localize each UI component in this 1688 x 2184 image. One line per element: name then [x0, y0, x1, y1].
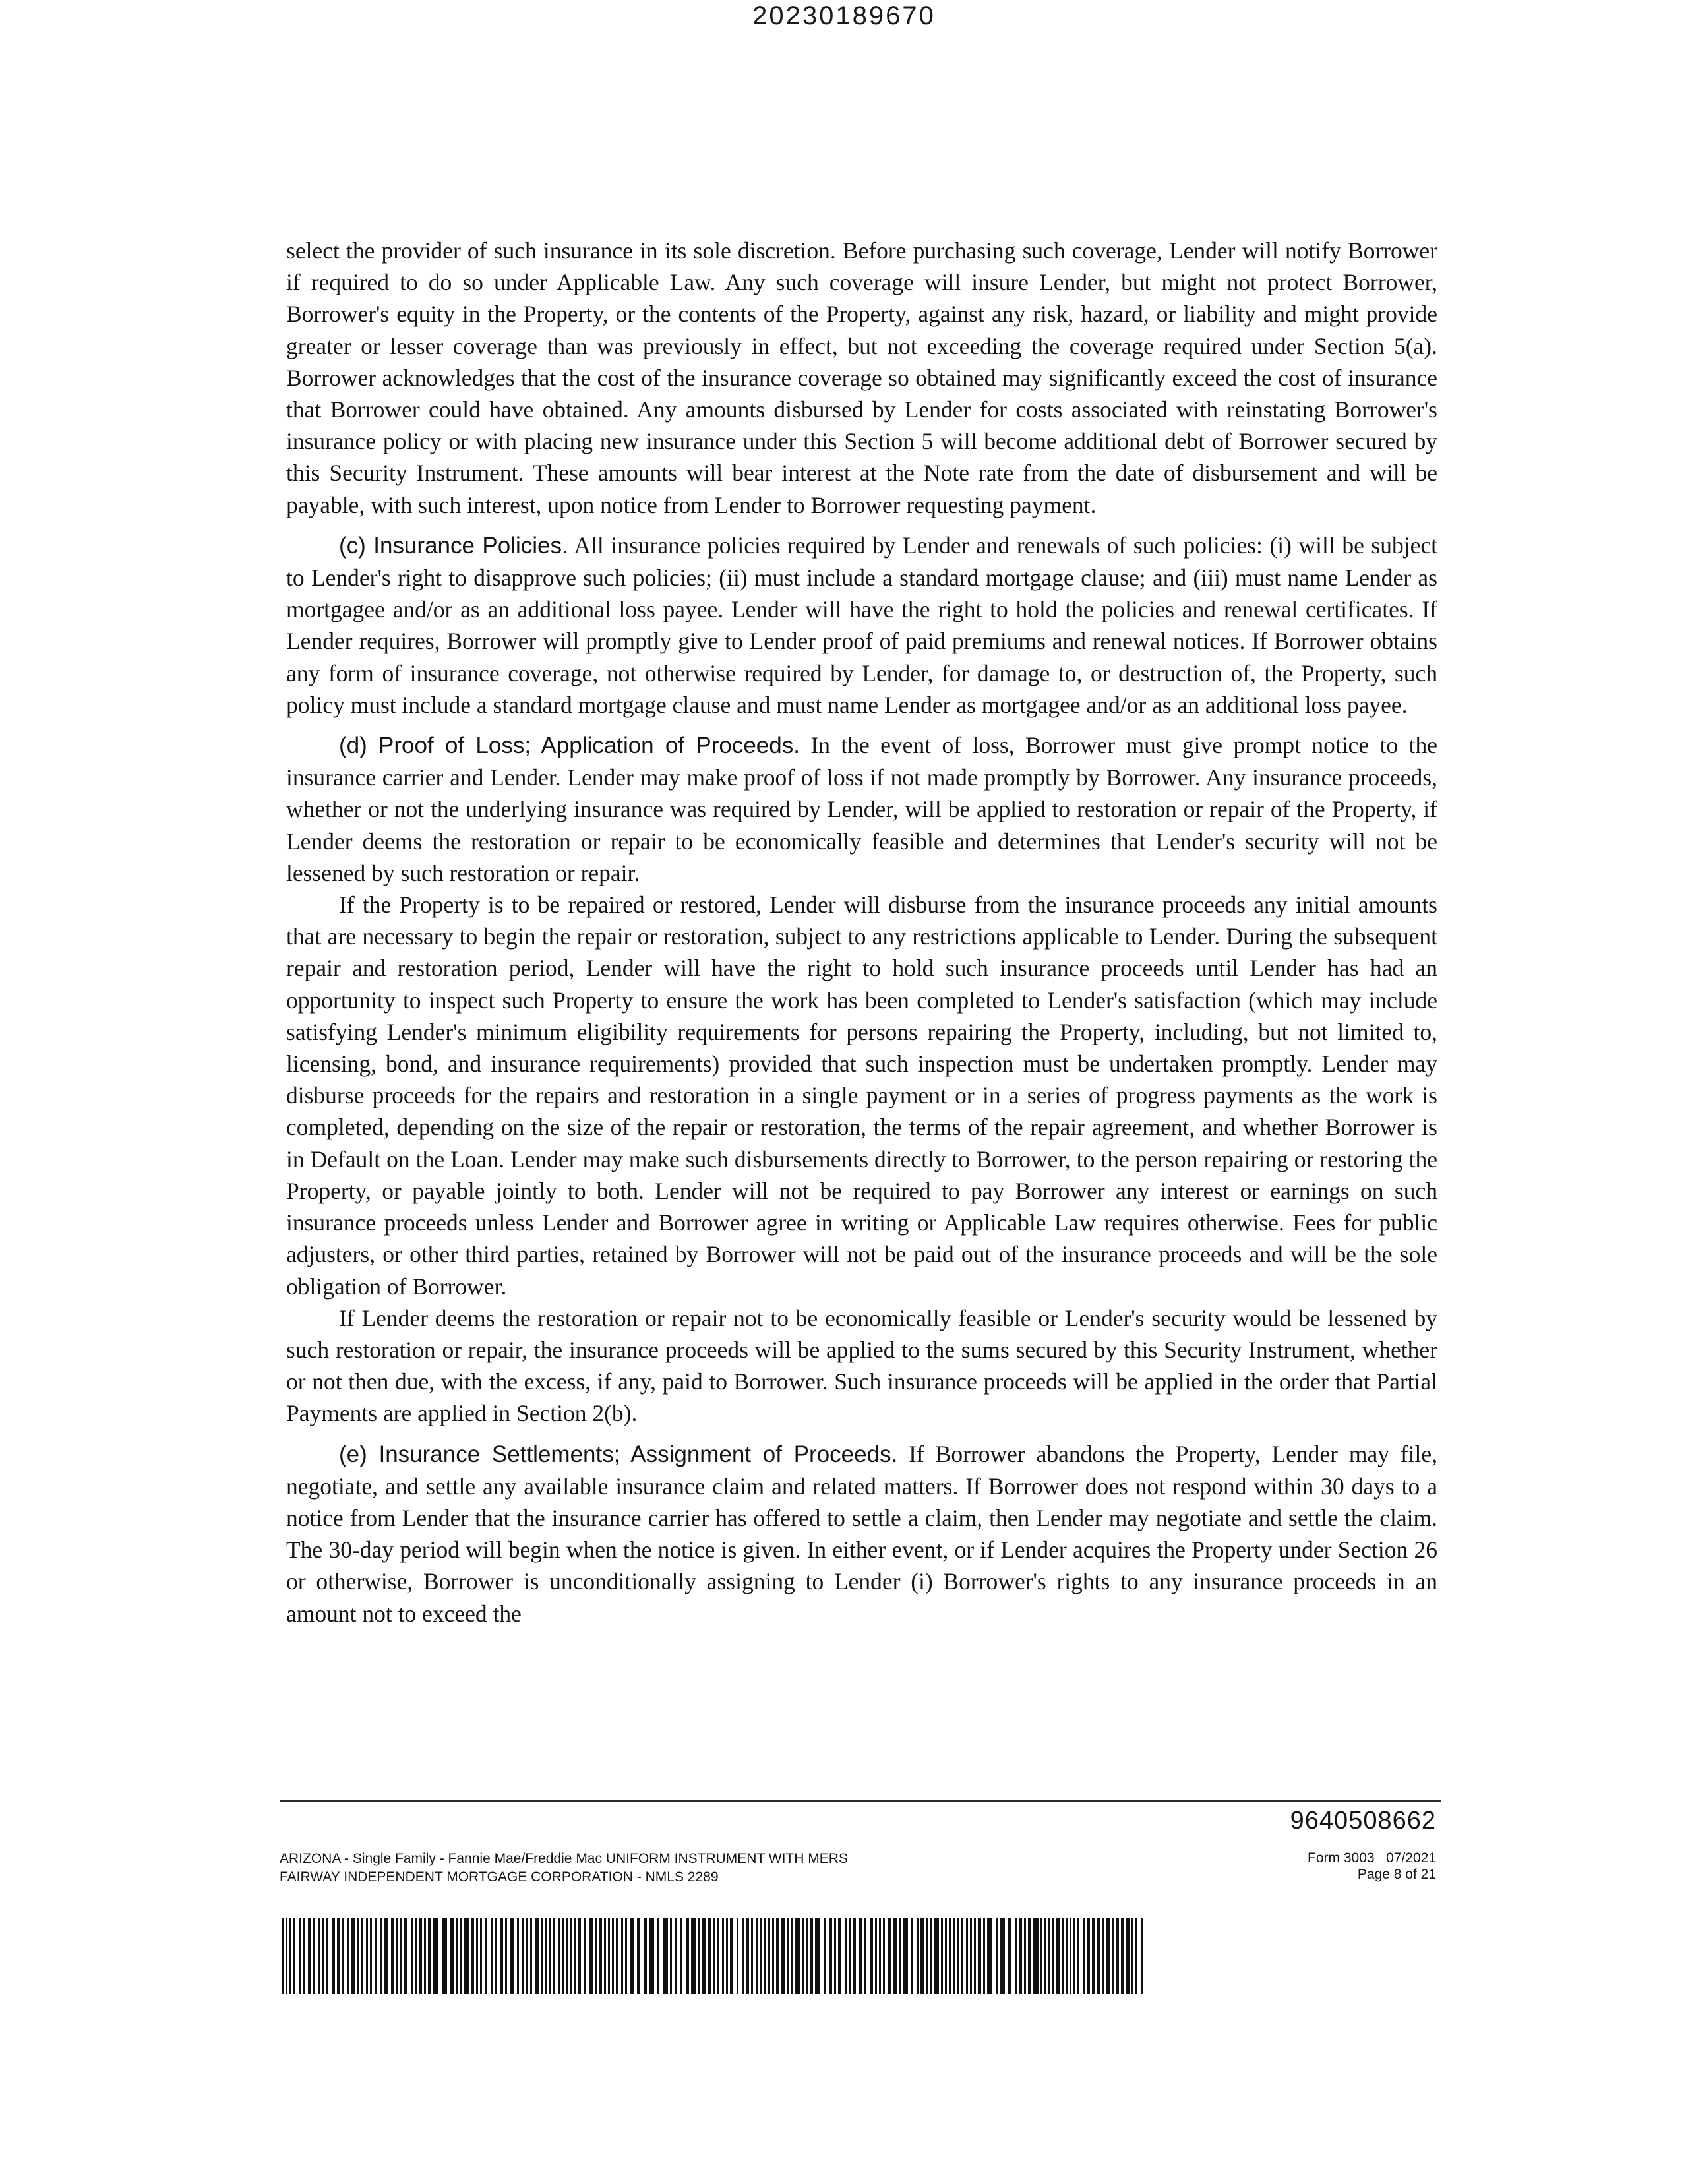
- paragraph-text: All insurance policies required by Lender and renewals of such policies: (i) will be subject to Lender's right to disapprove such policies; (ii) must include a standard mortgage clause; and (iii) must name Lender as mortgagee and/or as an additional loss payee. Lender will have the right to hold the policies and renewal certificates. If Lender requires, Borrower will promptly give to Lender proof of paid premiums and renewal notices. If Borrower obtains any form of insurance coverage, not otherwise required by Lender, for damage to, or destruction of, the Property, such policy must include a standard mortgage clause and must name Lender as mortgagee and/or as an additional loss payee.: [286, 531, 1437, 718]
- barcode-bar: [815, 1918, 820, 1994]
- paragraph-proof-of-loss: [286, 729, 1437, 889]
- paragraph-text: In the event of loss, Borrower must give prompt notice to the insurance carrier and Lender. Lender may make proof of loss if not made promptly by Borrower. Any insurance proceeds, whether or not the underlying insurance was required by Lender, will be applied to restoration or repair of the Property, if Lender deems the restoration or repair to be economically feasible and determines that Lender's security will not be lessened by such restoration or repair.: [286, 732, 1437, 886]
- document-body: [286, 235, 1437, 1629]
- barcode-bar: [903, 1918, 908, 1994]
- barcode-bar: [1033, 1918, 1039, 1994]
- form-id: Form 3003 07/2021: [1308, 1850, 1436, 1866]
- paragraph-continuation: [286, 235, 1437, 521]
- paragraph-insurance-settlements: [286, 1438, 1437, 1629]
- paragraph-text: select the provider of such insurance in its sole discretion. Before purchasing such coverage, Lender will notify Borrower if required to do so under Applicable Law. Any such coverage will insure Lender, but might not protect Borrower, Borrower's equity in the Property, or the contents of the Property, against any risk, hazard, or liability and might provide greater or lesser coverage than was previously in effect, but not exceeding the coverage required under Section 5(a). Borrower acknowledges that the cost of the insurance coverage so obtained may significantly exceed the cost of insurance that Borrower could have obtained. Any amounts disbursed by Lender for costs associated with reinstating Borrower's insurance policy or with placing new insurance under this Section 5 will become additional debt of Borrower secured by this Security Instrument. These amounts will bear interest at the Note rate from the date of disbursement and will be payable, with such interest, upon notice from Lender to Borrower requesting payment.: [286, 237, 1437, 518]
- paragraph-text: If Borrower abandons the Property, Lender may file, negotiate, and settle any available insurance claim and related matters. If Borrower does not respond within 30 days to a notice from Lender that the insurance carrier has offered to settle a claim, then Lender may negotiate and settle the claim. The 30-day period will begin when the notice is given. In either event, or if Lender acquires the Property under Section 26 or otherwise, Borrower is unconditionally assigning to Lender (i) Borrower's rights to any insurance proceeds in an amount not to exceed the: [286, 1440, 1438, 1627]
- paragraph-not-feasible: [286, 1302, 1437, 1430]
- section-heading: (e) Insurance Settlements; Assignment of Proceeds.: [339, 1441, 898, 1467]
- barcode-bar: [1000, 1918, 1005, 1994]
- barcode-bar: [987, 1918, 992, 1994]
- paragraph-repair-restoration: [286, 889, 1437, 1302]
- paragraph-text: If Lender deems the restoration or repair not to be economically feasible or Lender's security would be lessened by such restoration or repair, the insurance proceeds will be applied to the sums secured by this Security Instrument, whether or not then due, with the excess, if any, paid to Borrower. Such insurance proceeds will be applied in the order that Partial Payments are applied in Section 2(b).: [286, 1304, 1437, 1427]
- section-heading: (c) Insurance Policies.: [339, 532, 568, 559]
- footer-divider: [280, 1800, 1441, 1802]
- barcode-bar: [442, 1918, 447, 1994]
- barcode-icon: [282, 1918, 1145, 1994]
- footer-left: [280, 1850, 848, 1887]
- barcode-bar: [934, 1918, 939, 1994]
- paragraph-insurance-policies: [286, 530, 1437, 721]
- footer-right: [1308, 1850, 1436, 1883]
- barcode-bar: [464, 1918, 469, 1994]
- paragraph-text: If the Property is to be repaired or restored, Lender will disburse from the insurance proceeds any initial amounts that are necessary to begin the repair or restoration, subject to any restrictions applicable to Lender. During the subsequent repair and restoration period, Lender will have the right to hold such insurance proceeds until Lender has had an opportunity to inspect such Property to ensure the work has been completed to Lender's satisfaction (which may include satisfying Lender's minimum eligibility requirements for persons repairing the Property, including, but not limited to, licensing, bond, and insurance requirements) provided that such inspection must be undertaken promptly. Lender may disburse proceeds for the repairs and restoration in a single payment or in a series of progress payments as the work is completed, depending on the size of the repair or restoration, the terms of the repair agreement, and whether Borrower is in Default on the Loan. Lender may make such disbursements directly to Borrower, to the person repairing or restoring the Property, or payable jointly to both. Lender will not be required to pay Borrower any interest or earnings on such insurance proceeds unless Lender and Borrower agree in writing or Applicable Law requires otherwise. Fees for public adjusters, or other third parties, retained by Borrower will not be paid out of the insurance proceeds and will be the sole obligation of Borrower.: [286, 892, 1437, 1300]
- barcode-bar: [433, 1918, 438, 1994]
- page-number: Page 8 of 21: [1357, 1867, 1436, 1882]
- loan-number: 9640508662: [1290, 1807, 1436, 1835]
- document-number: 20230189670: [752, 1, 936, 30]
- lender-name: FAIRWAY INDEPENDENT MORTGAGE CORPORATION - NMLS 2289: [280, 1869, 719, 1885]
- instrument-title: ARIZONA - Single Family - Fannie Mae/Freddie Mac UNIFORM INSTRUMENT WITH MERS: [280, 1851, 848, 1866]
- section-heading: (d) Proof of Loss; Application of Proceeds.: [339, 733, 800, 759]
- barcode-bar: [691, 1918, 696, 1994]
- barcode-bar: [663, 1918, 668, 1994]
- barcode-bar: [649, 1918, 654, 1994]
- barcode-bar: [795, 1918, 800, 1994]
